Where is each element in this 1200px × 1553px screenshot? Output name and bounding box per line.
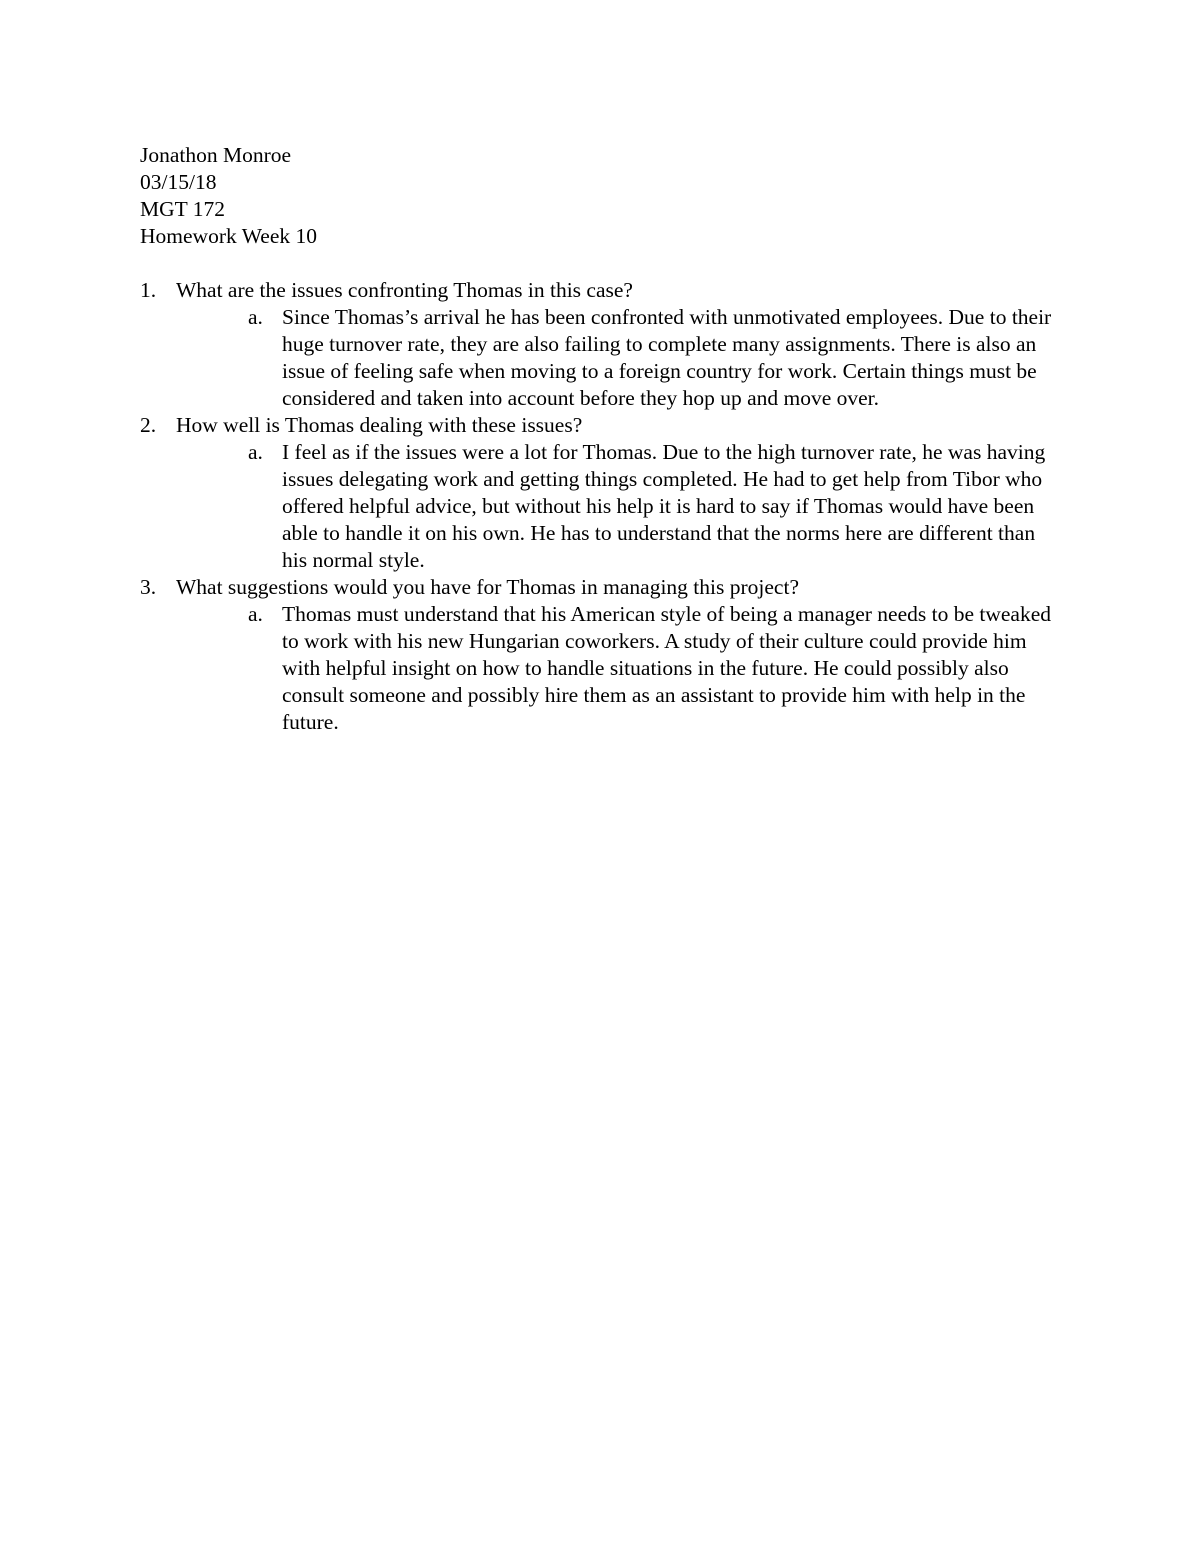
question-item <box>140 412 1060 439</box>
answer-marker: a. <box>248 602 263 626</box>
document-header <box>140 142 1060 250</box>
submission-date: 03/15/18 <box>140 170 217 194</box>
answer-item <box>140 439 1060 574</box>
assignment-title: Homework Week 10 <box>140 224 317 248</box>
answer-text: I feel as if the issues were a lot for Thomas. Due to the high turnover rate, he was having issues delegating work and getting things completed. He had to get help from Tibor who offered helpful advice, but without his help it is hard to say if Thomas would have been able to handle it on his own. He has to understand that the norms here are different than his normal style. <box>282 440 1046 572</box>
question-item <box>140 277 1060 304</box>
question-number: 2. <box>140 413 157 437</box>
answer-marker: a. <box>248 305 263 329</box>
document-page <box>140 142 1060 736</box>
question-text: What are the issues confronting Thomas in this case? <box>176 278 633 302</box>
answer-text: Since Thomas’s arrival he has been confronted with unmotivated employees. Due to their huge turnover rate, they are also failing to complete many assignments. There is also an issue of feeling safe when moving to a foreign country for work. Certain things must be considered and taken into account before they hop up and move over. <box>282 305 1052 410</box>
answer-marker: a. <box>248 440 263 464</box>
question-block-1 <box>140 277 1060 412</box>
student-name: Jonathon Monroe <box>140 143 292 167</box>
answer-item <box>140 601 1060 736</box>
question-text: What suggestions would you have for Thomas in managing this project? <box>176 575 799 599</box>
question-number: 3. <box>140 575 157 599</box>
question-number: 1. <box>140 278 157 302</box>
question-block-3 <box>140 574 1060 736</box>
answer-text: Thomas must understand that his American style of being a manager needs to be tweaked to work with his new Hungarian coworkers. A study of their culture could provide him with helpful insight on how to handle situations in the future. He could possibly also consult someone and possibly hire them as an assistant to provide him with help in the future. <box>282 602 1052 734</box>
question-item <box>140 574 1060 601</box>
course-code: MGT 172 <box>140 197 226 221</box>
answer-item <box>140 304 1060 412</box>
question-block-2 <box>140 412 1060 574</box>
question-text: How well is Thomas dealing with these issues? <box>176 413 583 437</box>
